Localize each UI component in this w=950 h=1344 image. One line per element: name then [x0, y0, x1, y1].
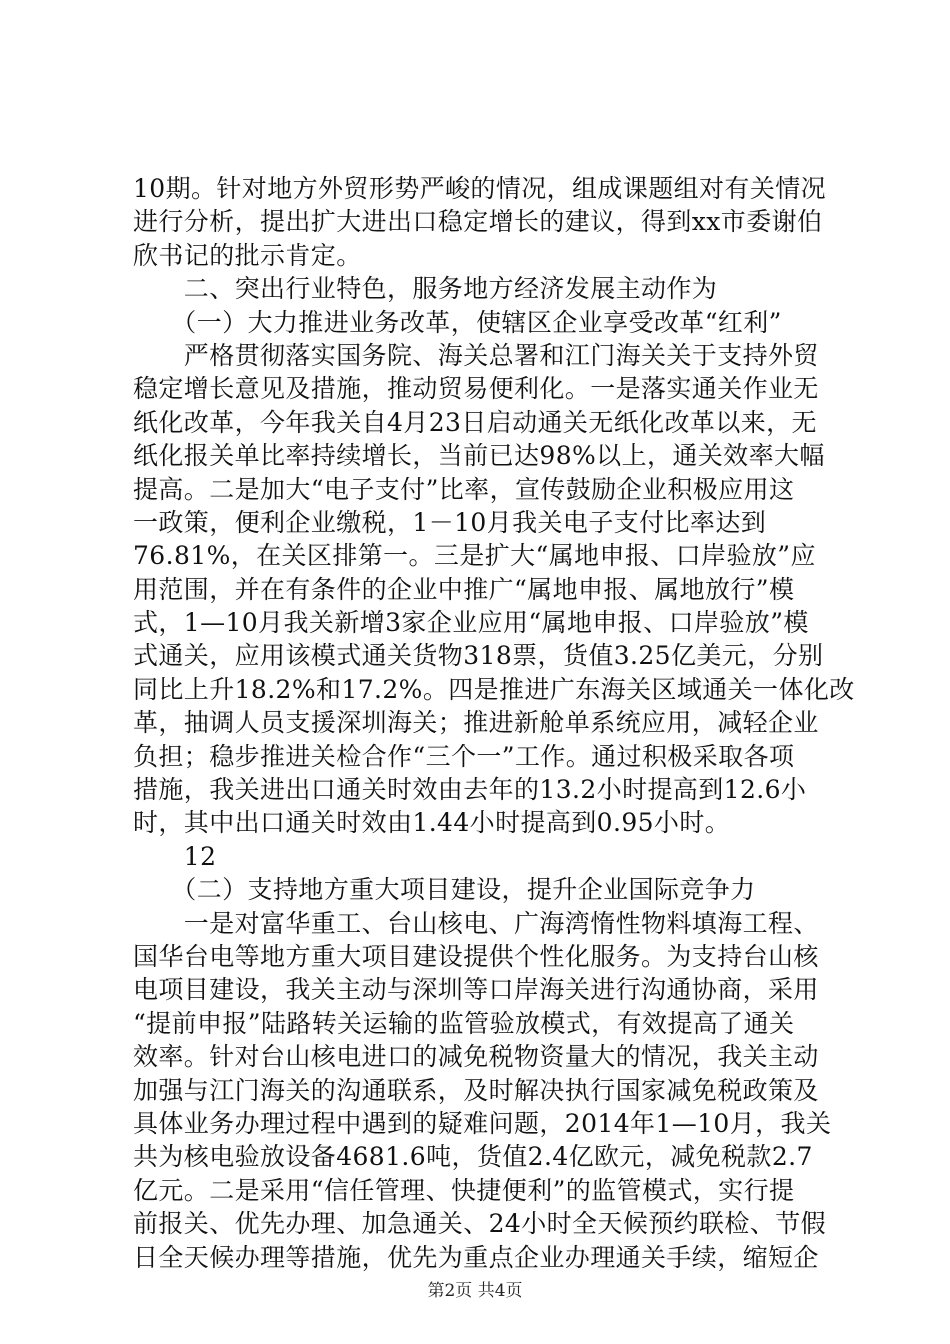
text-line: 进行分析，提出扩大进出口稳定增长的建议，得到xx市委谢伯	[133, 207, 823, 237]
text-line: 时，其中出口通关时效由1.44小时提高到0.95小时。	[133, 808, 731, 838]
section-heading: 二、突出行业特色，服务地方经济发展主动作为	[133, 274, 718, 304]
text-line: 国华台电等地方重大项目建设提供个性化服务。为支持台山核	[133, 941, 819, 971]
text-line: 措施，我关进出口通关时效由去年的13.2小时提高到12.6小	[133, 775, 807, 805]
subsection-heading: （二）支持地方重大项目建设，提升企业国际竞争力	[133, 875, 756, 905]
text-line: 用范围，并在有条件的企业中推广“属地申报、属地放行”模	[133, 574, 795, 604]
text-line: 日全天候办理等措施，优先为重点企业办理通关手续，缩短企	[133, 1242, 819, 1272]
text-line: 革，抽调人员支援深圳海关；推进新舱单系统应用，减轻企业	[133, 708, 819, 738]
text-line: 共为核电验放设备4681.6吨，货值2.4亿欧元，减免税款2.7	[133, 1142, 813, 1172]
stray-number: 12	[133, 841, 217, 871]
text-line: 负担；稳步推进关检合作“三个一”工作。通过积极采取各项	[133, 741, 795, 771]
text-line: 严格贯彻落实国务院、海关总署和江门海关关于支持外贸	[133, 340, 819, 370]
text-line: 效率。针对台山核电进口的减免税物资量大的情况，我关主动	[133, 1042, 819, 1072]
text-line: 一是对富华重工、台山核电、广海湾惰性物料填海工程、	[133, 908, 819, 938]
text-line: 稳定增长意见及措施，推动贸易便利化。一是落实通关作业无	[133, 374, 819, 404]
text-line: 前报关、优先办理、加急通关、24小时全天候预约联检、节假	[133, 1209, 827, 1239]
text-line: 亿元。二是采用“信任管理、快捷便利”的监管模式，实行提	[133, 1175, 795, 1205]
text-line: 提高。二是加大“电子支付”比率，宣传鼓励企业积极应用这	[133, 474, 795, 504]
text-line: 加强与江门海关的沟通联系，及时解决执行国家减免税政策及	[133, 1075, 819, 1105]
document-body	[133, 172, 855, 1274]
text-line: 电项目建设，我关主动与深圳等口岸海关进行沟通协商，采用	[133, 975, 819, 1005]
text-line: 纸化报关单比率持续增长，当前已达98%以上，通关效率大幅	[133, 441, 825, 471]
text-line: 具体业务办理过程中遇到的疑难问题，2014年1—10月，我关	[133, 1108, 832, 1138]
text-line: 10期。针对地方外贸形势严峻的情况，组成课题组对有关情况	[133, 174, 827, 203]
text-line: 纸化改革，今年我关自4月23日启动通关无纸化改革以来，无	[133, 407, 817, 437]
text-line: 76.81%，在关区排第一。三是扩大“属地申报、口岸验放”应	[133, 541, 816, 571]
page-number-footer: 第2页 共4页	[427, 1281, 523, 1301]
text-line: 一政策，便利企业缴税，1－10月我关电子支付比率达到	[133, 507, 767, 537]
text-line: 式，1—10月我关新增3家企业应用“属地申报、口岸验放”模	[133, 608, 809, 638]
subsection-heading: （一）大力推进业务改革，使辖区企业享受改革“红利”	[133, 307, 782, 337]
text-line: 式通关，应用该模式通关货物318票，货值3.25亿美元，分别	[133, 641, 824, 671]
text-line: 同比上升18.2%和17.2%。四是推进广东海关区域通关一体化改	[133, 674, 855, 704]
text-line: “提前申报”陆路转关运输的监管验放模式，有效提高了通关	[133, 1008, 795, 1038]
text-line: 欣书记的批示肯定。	[133, 240, 362, 270]
